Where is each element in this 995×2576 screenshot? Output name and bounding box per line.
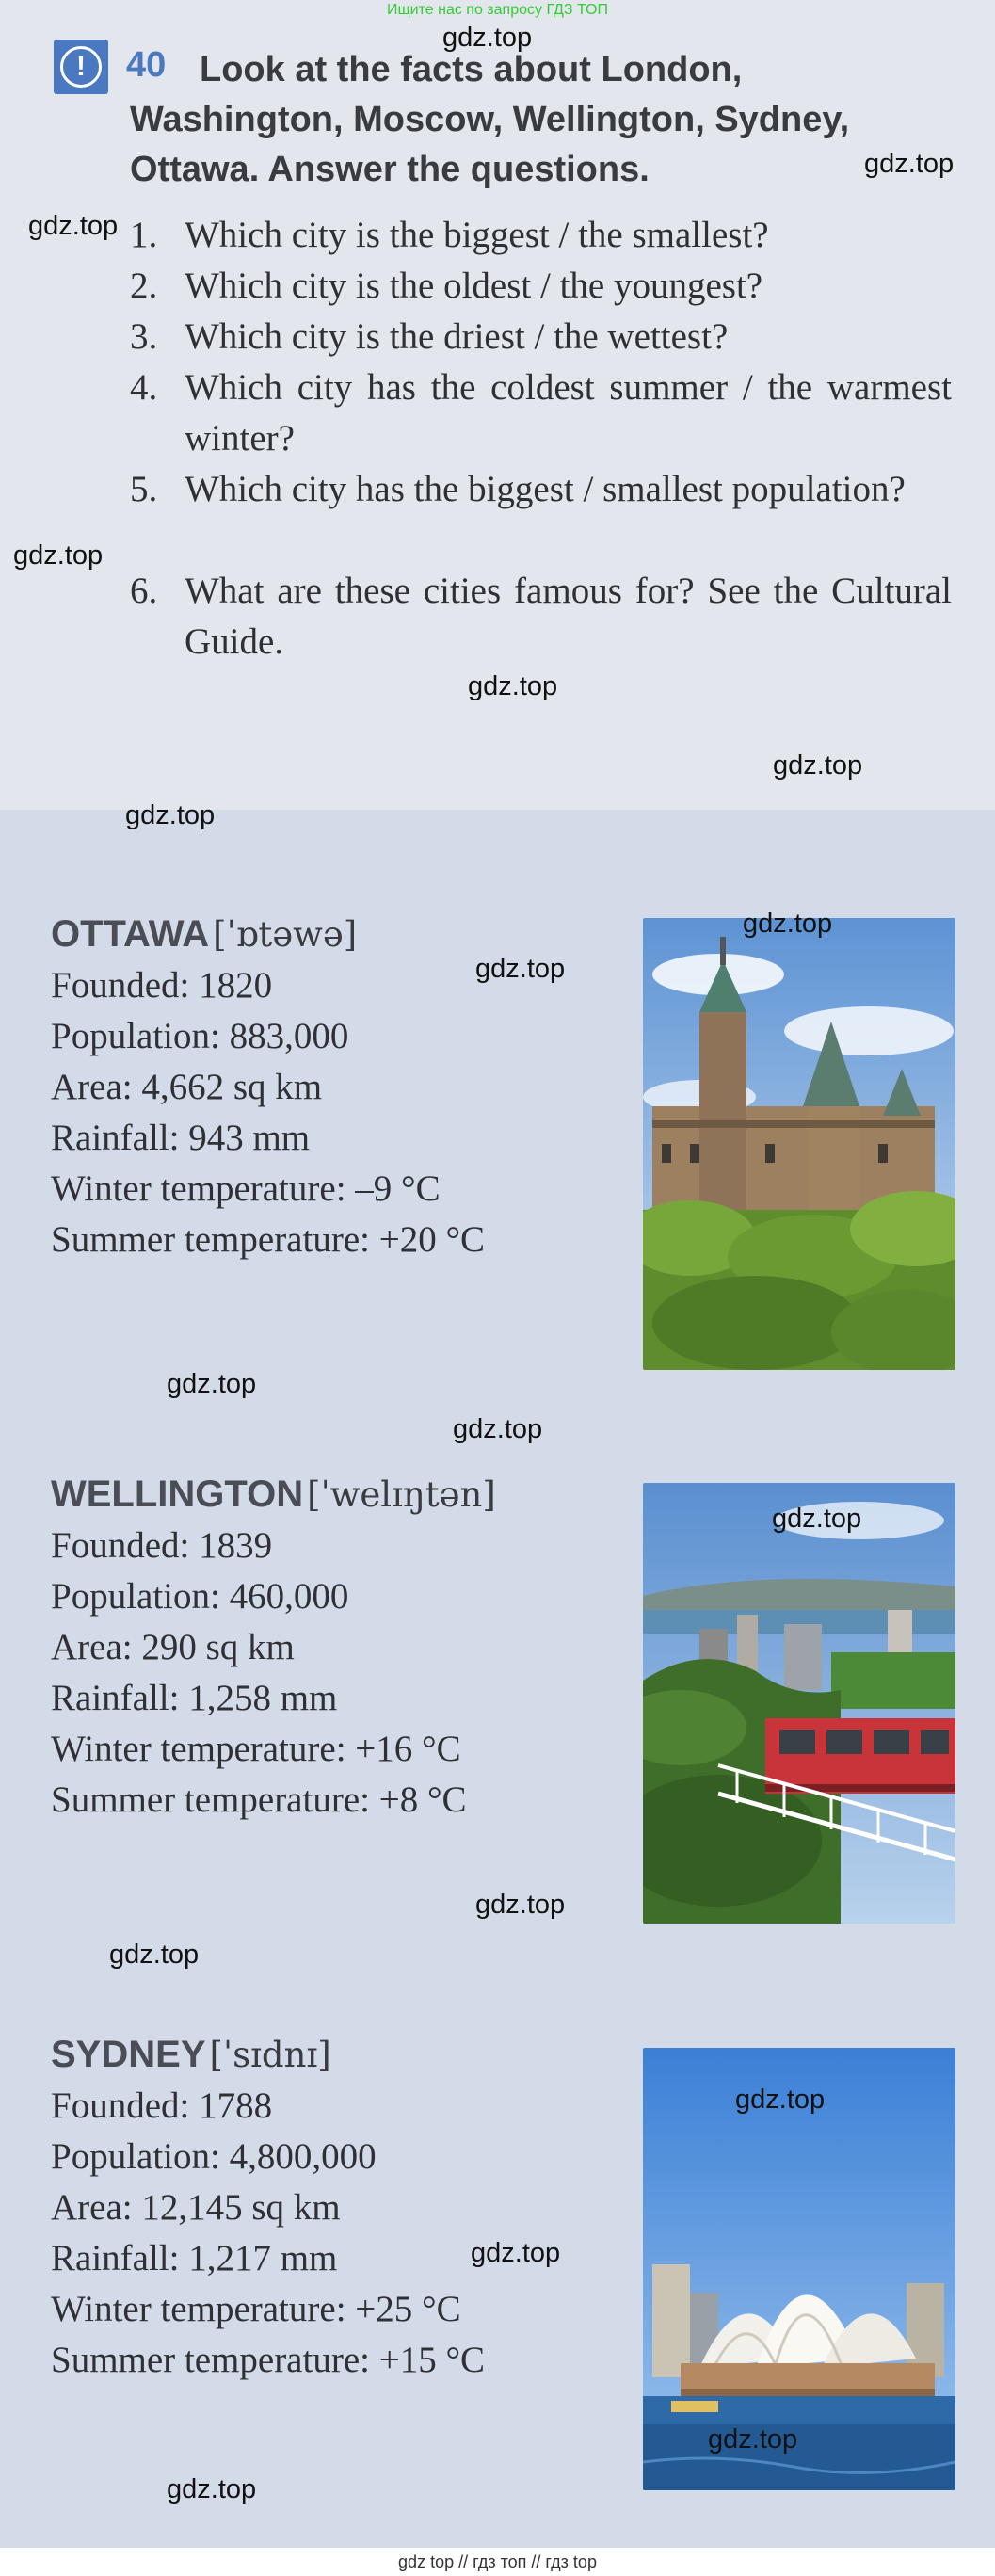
fact-summer-temp: Summer temperature: +20 °C bbox=[51, 1219, 486, 1260]
question-4: 4. Which city has the coldest summer / the warmest winter? bbox=[130, 367, 952, 459]
fact-summer-temp: Summer temperature: +15 °C bbox=[51, 2340, 486, 2380]
watermark: gdz.top bbox=[743, 909, 833, 939]
wellington-photo-illustration bbox=[643, 1483, 955, 1924]
ottawa-parliament-photo bbox=[643, 918, 955, 1370]
fact-area: Area: 4,662 sq km bbox=[51, 1067, 323, 1107]
question-1: 1. Which city is the biggest / the smallest? bbox=[130, 215, 769, 255]
fact-winter-temp: Winter temperature: –9 °C bbox=[51, 1168, 441, 1209]
fact-founded: Founded: 1839 bbox=[51, 1525, 273, 1566]
city-wellington-title: WELLINGTON [ˈwelɪŋtən] bbox=[51, 1473, 496, 1515]
city-sydney-title: SYDNEY [ˈsɪdnɪ] bbox=[51, 2034, 331, 2075]
watermark: gdz.top bbox=[471, 2238, 561, 2268]
fact-population: Population: 4,800,000 bbox=[51, 2136, 377, 2177]
fact-area: Area: 12,145 sq km bbox=[51, 2187, 341, 2228]
exercise-number: 40 bbox=[126, 45, 167, 85]
question-3: 3. Which city is the driest / the wettest? bbox=[130, 316, 729, 357]
wellington-cable-car-photo bbox=[643, 1483, 955, 1924]
watermark: gdz.top bbox=[28, 211, 119, 241]
question-6: 6. What are these cities famous for? See the Cultural Guide. bbox=[130, 571, 952, 662]
watermark: gdz.top bbox=[453, 1414, 543, 1444]
watermark: gdz.top bbox=[13, 540, 104, 571]
watermark: gdz.top bbox=[442, 23, 533, 53]
fact-population: Population: 883,000 bbox=[51, 1016, 349, 1056]
fact-area: Area: 290 sq km bbox=[51, 1627, 295, 1667]
watermark: gdz.top bbox=[708, 2424, 798, 2455]
watermark: gdz.top bbox=[773, 750, 863, 781]
fact-winter-temp: Winter temperature: +25 °C bbox=[51, 2289, 461, 2329]
fact-rainfall: Rainfall: 1,258 mm bbox=[51, 1678, 338, 1718]
fact-summer-temp: Summer temperature: +8 °C bbox=[51, 1779, 467, 1820]
watermark: gdz.top bbox=[468, 671, 558, 701]
watermark: gdz.top bbox=[735, 2085, 826, 2115]
watermark: gdz.top bbox=[125, 800, 216, 830]
exclamation-icon: ! bbox=[60, 46, 102, 88]
fact-rainfall: Rainfall: 1,217 mm bbox=[51, 2238, 338, 2278]
ottawa-photo-illustration bbox=[643, 918, 955, 1370]
city-ottawa-title: OTTAWA [ˈɒtəwə] bbox=[51, 913, 358, 955]
watermark: gdz.top bbox=[167, 2474, 257, 2504]
watermark: gdz.top bbox=[109, 1940, 200, 1970]
watermark: gdz.top bbox=[864, 149, 955, 179]
watermark: gdz.top bbox=[475, 954, 566, 984]
question-5: 5. Which city has the biggest / smallest population? bbox=[130, 469, 906, 509]
footer: gdz top // гдз топ // гдз top bbox=[0, 2548, 995, 2576]
fact-population: Population: 460,000 bbox=[51, 1576, 349, 1617]
fact-founded: Founded: 1820 bbox=[51, 965, 273, 1006]
fact-founded: Founded: 1788 bbox=[51, 2085, 273, 2126]
top-banner: Ищите нас по запросу ГДЗ ТОП bbox=[387, 2, 608, 18]
watermark: gdz.top bbox=[475, 1890, 566, 1920]
watermark: gdz.top bbox=[167, 1369, 257, 1399]
fact-rainfall: Rainfall: 943 mm bbox=[51, 1118, 311, 1158]
question-2: 2. Which city is the oldest / the youngest? bbox=[130, 266, 763, 306]
fact-winter-temp: Winter temperature: +16 °C bbox=[51, 1729, 461, 1769]
exercise-heading: Look at the facts about London, Washington, Moscow, Wellington, Sydney, Ottawa. Answer the questions. bbox=[130, 50, 850, 189]
watermark: gdz.top bbox=[772, 1504, 862, 1534]
exercise-icon bbox=[54, 40, 108, 94]
